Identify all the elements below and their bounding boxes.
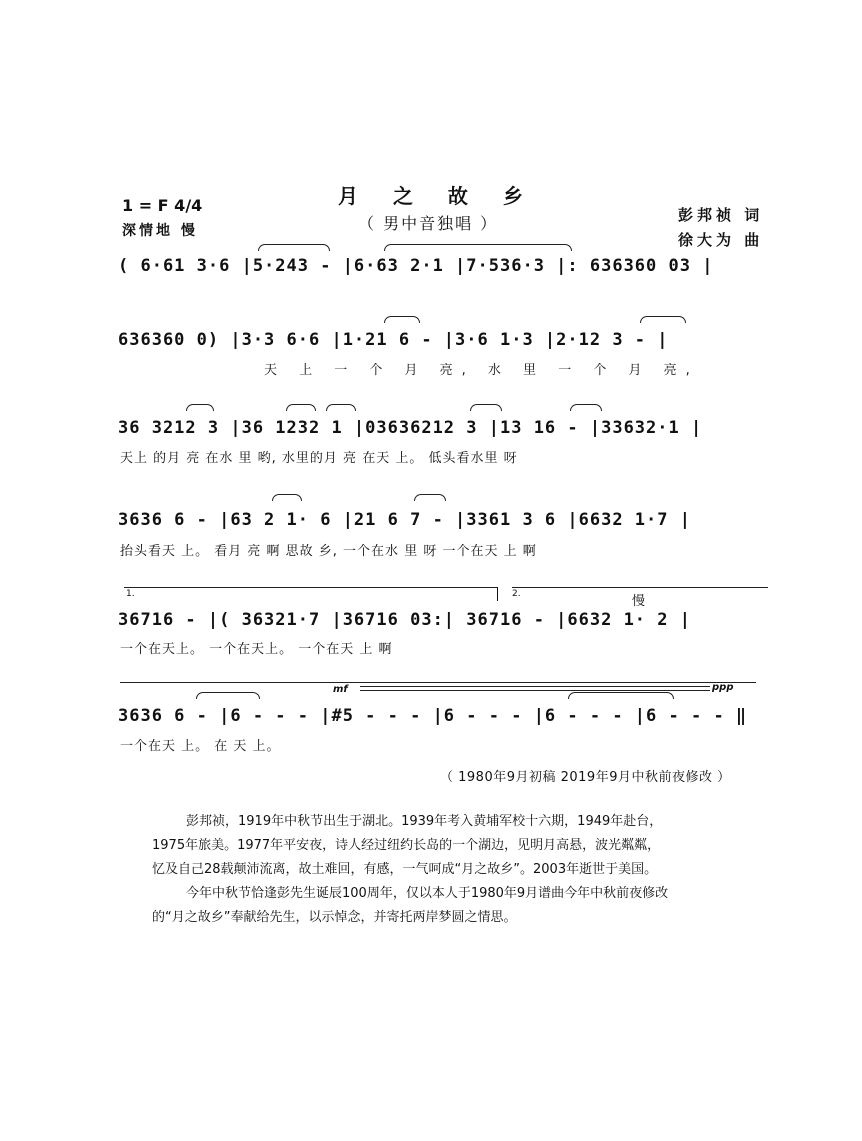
slur (272, 494, 302, 501)
lyrics-row: 天上 的月 亮 在水 里 哟, 水里的月 亮 在天 上。 低头看水里 呀 (120, 451, 518, 466)
score-row: 36716 - |( 36321·7 |36716 03:| 36716 - |6632 1· 2 | (118, 610, 691, 630)
lyricist-credit: 彭邦祯 词 (678, 206, 764, 224)
bio-line: 的“月之故乡”奉献给先生，以示悼念，并寄托两岸梦圆之情思。 (152, 910, 517, 925)
slur (286, 404, 316, 411)
lyrics-row: 天 上 一 个 月 亮, 水 里 一 个 月 亮, (264, 363, 699, 378)
slur (470, 404, 502, 411)
slur (640, 316, 686, 323)
decrescendo-line (360, 686, 710, 687)
slur (196, 692, 260, 699)
score-row: 36 3212 3 |36 1232 1 |03636212 3 |13 16 - |33632·1 | (118, 418, 703, 438)
tempo-change-mark: 慢 (632, 594, 646, 609)
dynamic-end: ppp (712, 682, 734, 693)
lyrics-row: 一个在天 上。 在 天 上。 (120, 739, 281, 754)
date-footnote: （ 1980年9月初稿 2019年9月中秋前夜修改 ） (440, 770, 731, 785)
volta-1-end (497, 587, 498, 601)
bio-line: 忆及自己28载颠沛流离，故土难回，有感，一气呵成“月之故乡”。2003年逝世于美国。 (152, 862, 658, 877)
decrescendo-line (360, 690, 710, 691)
volta-1-line (124, 587, 498, 588)
lyrics-row: 一个在天上。 一个在天上。 一个在天 上 啊 (120, 642, 393, 657)
score-row: 636360 0) |3·3 6·6 |1·21 6 - |3·6 1·3 |2·12 3 - | (118, 330, 669, 350)
lyrics-row: 抬头看天 上。 看月 亮 啊 思故 乡, 一个在水 里 呀 一个在天 上 啊 (120, 544, 537, 559)
tempo-marking: 深情地 慢 (122, 223, 198, 239)
composer-credit: 徐大为 曲 (678, 231, 764, 249)
score-row: 3636 6 - |6 - - - |#5 - - - |6 - - - |6 - - - |6 - - - ‖ (118, 706, 748, 726)
volta-2-label: 2. (512, 589, 521, 599)
key-signature: 1 = F 4/4 (122, 196, 203, 215)
dynamic-start: mf (333, 684, 348, 695)
volta-1-label: 1. (126, 589, 135, 599)
slur (384, 316, 420, 323)
slur (258, 244, 330, 251)
slur (570, 404, 602, 411)
bio-line: 今年中秋节恰逢彭先生诞辰100周年，仅以本人于1980年9月谱曲今年中秋前夜修改 (186, 886, 669, 901)
slur (414, 494, 446, 501)
score-row: ( 6·61 3·6 |5·243 - |6·63 2·1 |7·536·3 |: 636360 03 | (118, 256, 714, 276)
system-line (120, 682, 756, 683)
song-title: 月 之 故 乡 (338, 184, 537, 208)
song-subtitle: （ 男中音独唱 ） (358, 214, 499, 233)
tie (568, 692, 674, 699)
bio-line: 1975年旅美。1977年平安夜，诗人经过纽约长岛的一个湖边，见明月高悬，波光粼粼， (152, 838, 661, 853)
score-row: 3636 6 - |63 2 1· 6 |21 6 7 - |3361 3 6 |6632 1·7 | (118, 510, 691, 530)
slur (186, 404, 214, 411)
slur (326, 404, 356, 411)
slur (384, 244, 572, 251)
bio-line: 彭邦祯，1919年中秋节出生于湖北。1939年考入黄埔军校十六期，1949年赴台， (186, 814, 663, 829)
volta-2-line (512, 587, 768, 588)
